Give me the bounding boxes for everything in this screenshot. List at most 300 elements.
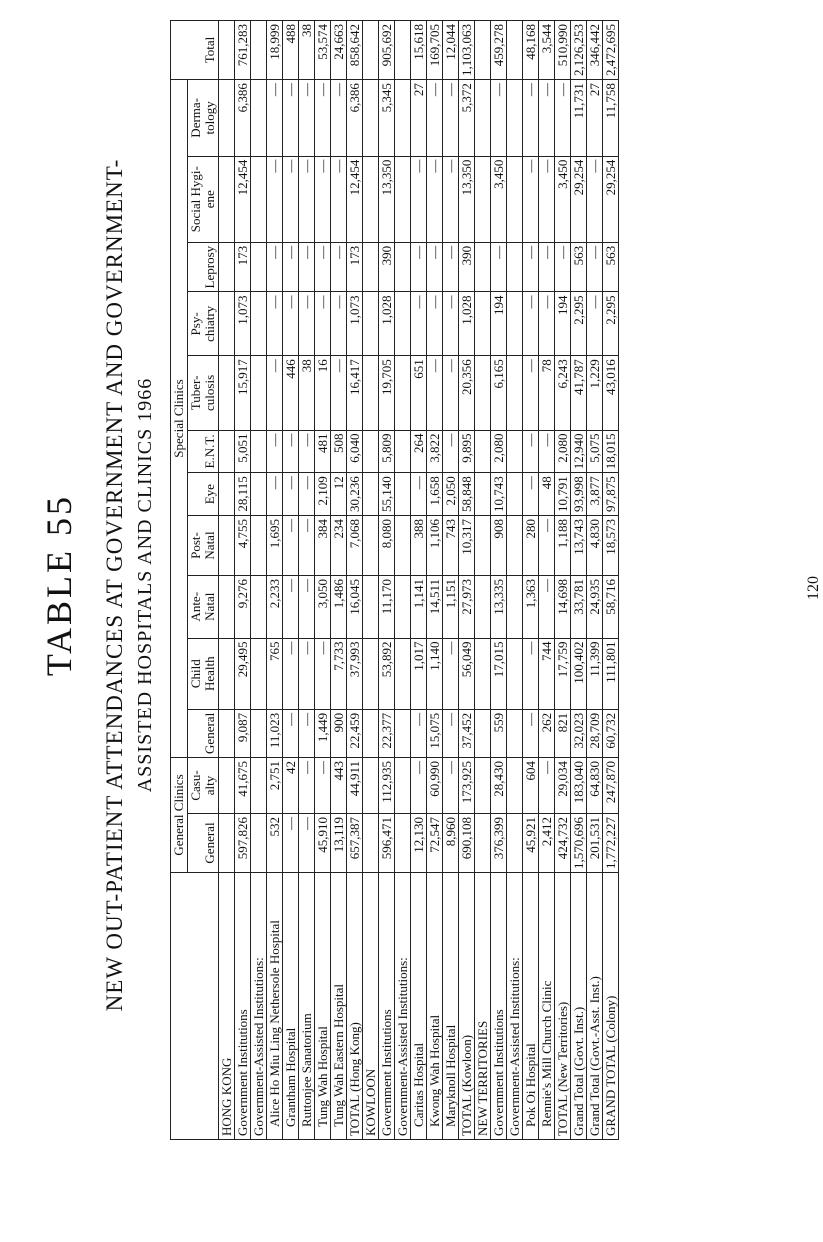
cell-value: — [283,638,299,709]
cell-value: 2,295 [603,292,619,356]
cell-value [251,356,267,430]
cell-value: — [299,80,315,157]
row-label: Government-Assisted Institutions: [507,873,523,1140]
cell-value: 3,450 [491,156,507,242]
row-label: TOTAL (Hong Kong) [347,873,363,1140]
cell-value [363,638,379,709]
cell-value: 262 [539,709,555,757]
cell-value: 280 [523,516,539,576]
table-row [411,21,427,1140]
cell-value: 78 [539,356,555,430]
cell-value: 4,755 [235,516,251,576]
attendance-table [170,20,619,1140]
cell-value: — [299,292,315,356]
row-label: Grand Total (Govt.-Asst. Inst.) [587,873,603,1140]
page-number: 120 [805,576,822,600]
cell-value: — [587,292,603,356]
cell-value: 2,233 [267,575,283,638]
cell-value: 1,017 [411,638,427,709]
cell-value [219,21,235,80]
cell-value: — [443,638,459,709]
cell-value: 12,454 [347,156,363,242]
cell-value [475,814,491,873]
table-row [267,21,283,1140]
cell-value [475,430,491,473]
total-row [555,21,571,1140]
table-row [475,21,491,1140]
cell-value: 2,109 [315,473,331,516]
cell-value: — [587,242,603,292]
cell-value [395,80,411,157]
table-row [491,21,507,1140]
cell-value [507,757,523,813]
cell-value [363,292,379,356]
cell-value: 42 [283,757,299,813]
cell-value [251,21,267,80]
cell-value: — [267,473,283,516]
cell-value: — [331,242,347,292]
col-header: Tuber-culosis [188,356,219,430]
header-group-row [171,21,188,1140]
cell-value: 488 [283,21,299,80]
col-header: Leprosy [188,242,219,292]
cell-value [507,709,523,757]
cell-value: — [299,242,315,292]
cell-value [395,292,411,356]
cell-value: 17,759 [555,638,571,709]
cell-value: 111,801 [603,638,619,709]
cell-value: 3,877 [587,473,603,516]
cell-value [363,21,379,80]
cell-value: 651 [411,356,427,430]
cell-value: 905,692 [379,21,395,80]
col-header: Eye [188,473,219,516]
cell-value: 41,675 [235,757,251,813]
cell-value: — [283,575,299,638]
row-label: Grantham Hospital [283,873,299,1140]
cell-value: 194 [491,292,507,356]
cell-value: 32,023 [571,709,587,757]
cell-value [475,516,491,576]
cell-value: 11,758 [603,80,619,157]
cell-value: 3,544 [539,21,555,80]
cell-value: 14,698 [555,575,571,638]
cell-value: 1,658 [427,473,443,516]
cell-value: — [331,156,347,242]
cell-value: 15,075 [427,709,443,757]
table-row [219,21,235,1140]
cell-value [251,709,267,757]
cell-value: — [283,814,299,873]
cell-value: 72,547 [427,814,443,873]
cell-value [395,430,411,473]
cell-value: — [315,156,331,242]
cell-value: 563 [571,242,587,292]
cell-value: 459,278 [491,21,507,80]
cell-value: 2,412 [539,814,555,873]
cell-value [251,156,267,242]
cell-value [507,156,523,242]
cell-value: 563 [603,242,619,292]
row-label: GRAND TOTAL (Colony) [603,873,619,1140]
cell-value [395,356,411,430]
cell-value: — [411,757,427,813]
cell-value [395,575,411,638]
cell-value [219,814,235,873]
cell-value [219,638,235,709]
col-header: Ante-Natal [188,575,219,638]
cell-value: 16,417 [347,356,363,430]
col-header: General [188,814,219,873]
cell-value [363,575,379,638]
table-row [235,21,251,1140]
cell-value: 29,495 [235,638,251,709]
row-label: NEW TERRITORIES [475,873,491,1140]
cell-value: 16 [315,356,331,430]
cell-value: 5,372 [459,80,475,157]
cell-value: — [411,242,427,292]
cell-value: — [299,709,315,757]
cell-value: 15,917 [235,356,251,430]
cell-value [475,292,491,356]
cell-value: 508 [331,430,347,473]
col-header-total: Total [171,21,219,80]
cell-value: — [491,242,507,292]
cell-value: — [443,757,459,813]
cell-value: 10,791 [555,473,571,516]
table-row [363,21,379,1140]
cell-value: — [539,156,555,242]
cell-value: 173 [235,242,251,292]
cell-value: 2,080 [555,430,571,473]
cell-value: — [427,292,443,356]
cell-value: 27,973 [459,575,475,638]
cell-value: — [299,473,315,516]
row-label: HONG KONG [219,873,235,1140]
cell-value: 14,511 [427,575,443,638]
cell-value [507,356,523,430]
cell-value: 908 [491,516,507,576]
cell-value: 56,049 [459,638,475,709]
cell-value: 55,140 [379,473,395,516]
cell-value: 6,243 [555,356,571,430]
cell-value: 2,050 [443,473,459,516]
cell-value [475,757,491,813]
cell-value: 6,386 [347,80,363,157]
cell-value [475,709,491,757]
cell-value: 1,570,696 [571,814,587,873]
row-label: Government-Assisted Institutions: [251,873,267,1140]
cell-value [363,156,379,242]
cell-value: 532 [267,814,283,873]
cell-value [507,516,523,576]
table-row [523,21,539,1140]
total-row [571,21,587,1140]
cell-value: 1,141 [411,575,427,638]
cell-value: 596,471 [379,814,395,873]
cell-value [219,473,235,516]
cell-value: 11,170 [379,575,395,638]
cell-value: — [443,80,459,157]
cell-value [475,575,491,638]
cell-value: 33,781 [571,575,587,638]
cell-value: 5,345 [379,80,395,157]
cell-value: 744 [539,638,555,709]
cell-value: 30,236 [347,473,363,516]
table-row [283,21,299,1140]
cell-value: 13,350 [459,156,475,242]
cell-value [251,814,267,873]
cell-value: — [539,757,555,813]
cell-value [395,516,411,576]
cell-value: 18,015 [603,430,619,473]
row-label: Tung Wah Eastern Hospital [331,873,347,1140]
cell-value: 5,075 [587,430,603,473]
table-row [539,21,555,1140]
cell-value: 1,772,227 [603,814,619,873]
cell-value: 173 [347,242,363,292]
total-row [587,21,603,1140]
table-title-line1: NEW OUT-PATIENT ATTENDANCES AT GOVERNMENT AND GOVERNMENT- [102,158,127,1012]
cell-value: 2,295 [571,292,587,356]
cell-value [219,575,235,638]
cell-value: 690,108 [459,814,475,873]
cell-value: 1,449 [315,709,331,757]
cell-value: 20,356 [459,356,475,430]
row-label: Grand Total (Govt. Inst.) [571,873,587,1140]
cell-value [363,814,379,873]
cell-value [219,516,235,576]
cell-value [251,757,267,813]
cell-value: — [555,242,571,292]
cell-value: — [331,80,347,157]
cell-value [363,473,379,516]
col-header: Social Hygi-ene [188,156,219,242]
cell-value: — [539,575,555,638]
cell-value: — [283,156,299,242]
cell-value [395,242,411,292]
cell-value: 743 [443,516,459,576]
cell-value: 173,925 [459,757,475,813]
table-row [443,21,459,1140]
cell-value: — [267,156,283,242]
cell-value: — [299,156,315,242]
cell-value: — [315,638,331,709]
cell-value: — [299,430,315,473]
cell-value: — [299,575,315,638]
row-label: Tung Wah Hospital [315,873,331,1140]
cell-value: 1,140 [427,638,443,709]
cell-value [219,757,235,813]
col-header: E.N.T. [188,430,219,473]
cell-value [507,814,523,873]
cell-value: — [299,814,315,873]
cell-value: — [491,80,507,157]
cell-value [219,430,235,473]
cell-value: — [443,709,459,757]
cell-value: 12,044 [443,21,459,80]
total-row [347,21,363,1140]
cell-value: 7,068 [347,516,363,576]
cell-value: — [587,156,603,242]
row-label: Government-Assisted Institutions: [395,873,411,1140]
cell-value: 9,087 [235,709,251,757]
cell-value: — [427,242,443,292]
cell-value: 60,732 [603,709,619,757]
cell-value: — [283,709,299,757]
cell-value [219,80,235,157]
col-header: Casu-alty [188,757,219,813]
cell-value: 384 [315,516,331,576]
cell-value: — [523,473,539,516]
row-label-header [171,873,219,1140]
cell-value: 3,822 [427,430,443,473]
cell-value [363,242,379,292]
cell-value: 443 [331,757,347,813]
cell-value: 38 [299,21,315,80]
cell-value [475,242,491,292]
cell-value: 11,023 [267,709,283,757]
cell-value: 559 [491,709,507,757]
cell-value: — [283,473,299,516]
cell-value [507,473,523,516]
cell-value: — [299,516,315,576]
cell-value: 13,743 [571,516,587,576]
cell-value [507,638,523,709]
cell-value: 6,386 [235,80,251,157]
cell-value: 15,618 [411,21,427,80]
cell-value: 29,254 [571,156,587,242]
row-label: Ruttonjee Sanatorium [299,873,315,1140]
cell-value: 3,050 [315,575,331,638]
cell-value: 13,350 [379,156,395,242]
cell-value: — [523,292,539,356]
cell-value: — [411,709,427,757]
cell-value: — [539,430,555,473]
cell-value [475,638,491,709]
cell-value: 657,387 [347,814,363,873]
group-header-special: Special Clinics [171,80,188,758]
cell-value: 38 [299,356,315,430]
cell-value: — [523,242,539,292]
cell-value: 5,051 [235,430,251,473]
cell-value: — [411,156,427,242]
cell-value: 1,486 [331,575,347,638]
cell-value: — [411,292,427,356]
rotated-page [10,10,822,1160]
cell-value: 28,709 [587,709,603,757]
cell-value: 821 [555,709,571,757]
cell-value: 1,229 [587,356,603,430]
cell-value: 7,733 [331,638,347,709]
cell-value: 900 [331,709,347,757]
cell-value: 183,040 [571,757,587,813]
cell-value [251,638,267,709]
col-header: Derma-tology [188,80,219,157]
cell-value: 45,910 [315,814,331,873]
cell-value: 597,826 [235,814,251,873]
cell-value: 390 [459,242,475,292]
cell-value: 48 [539,473,555,516]
row-label: Caritas Hospital [411,873,427,1140]
cell-value: 13,335 [491,575,507,638]
cell-value: — [315,80,331,157]
cell-value: 6,040 [347,430,363,473]
cell-value: — [523,356,539,430]
cell-value: 53,892 [379,638,395,709]
row-label: Kwong Wah Hospital [427,873,443,1140]
cell-value: 18,999 [267,21,283,80]
cell-value: — [267,242,283,292]
table-row [507,21,523,1140]
cell-value: 11,399 [587,638,603,709]
cell-value [507,21,523,80]
cell-value: 604 [523,757,539,813]
col-header: Post-Natal [188,516,219,576]
cell-value: — [443,292,459,356]
cell-value: 9,276 [235,575,251,638]
cell-value: 16,045 [347,575,363,638]
cell-value [395,21,411,80]
cell-value: — [299,638,315,709]
cell-value: 18,573 [603,516,619,576]
cell-value: — [331,356,347,430]
cell-value: — [283,516,299,576]
cell-value: 346,442 [587,21,603,80]
cell-value: 28,430 [491,757,507,813]
col-header: General [188,709,219,757]
cell-value: — [267,292,283,356]
cell-value: — [427,156,443,242]
cell-value [219,709,235,757]
cell-value: 11,731 [571,80,587,157]
cell-value: 43,016 [603,356,619,430]
cell-value: 41,787 [571,356,587,430]
cell-value: 194 [555,292,571,356]
cell-value: 93,998 [571,473,587,516]
cell-value: 1,188 [555,516,571,576]
cell-value: — [443,356,459,430]
cell-value: 45,921 [523,814,539,873]
cell-value: 1,106 [427,516,443,576]
cell-value: 22,459 [347,709,363,757]
row-label: Pok Oi Hospital [523,873,539,1140]
table-row [299,21,315,1140]
cell-value: 60,990 [427,757,443,813]
cell-value: — [427,80,443,157]
cell-value: 424,732 [555,814,571,873]
cell-value: 1,028 [459,292,475,356]
cell-value [363,516,379,576]
cell-value: 1,028 [379,292,395,356]
row-label: TOTAL (Kowloon) [459,873,475,1140]
row-label: Rennie's Mill Church Clinic [539,873,555,1140]
cell-value: 97,875 [603,473,619,516]
cell-value: — [331,292,347,356]
cell-value: — [299,757,315,813]
cell-value [475,80,491,157]
total-row [603,21,619,1140]
cell-value: 1,073 [347,292,363,356]
cell-value: — [443,430,459,473]
cell-value: — [315,757,331,813]
cell-value: 37,993 [347,638,363,709]
cell-value: 13,119 [331,814,347,873]
cell-value: 2,080 [491,430,507,473]
cell-value: 64,830 [587,757,603,813]
cell-value: 17,015 [491,638,507,709]
cell-value: 1,103,063 [459,21,475,80]
